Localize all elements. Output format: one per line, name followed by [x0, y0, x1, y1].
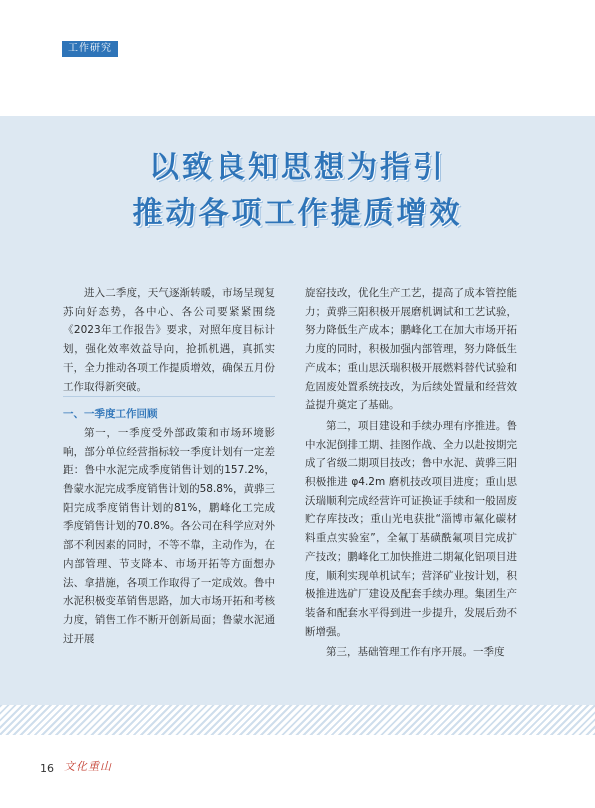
article-title-line1: 以致良知思想为指引 [149, 150, 446, 185]
body-paragraph: 第二，项目建设和手续办理有序推进。鲁中水泥倒排工期、挂图作战、全力以赴按期完成了省级二期项目技改；鲁中水泥、黄骅三阳积极推进 φ4.2m 磨机技改项目进度；重山思沃瑞顺利完成经营许可证换证手续和一般固废贮存库技改；重山光电获批“淄博市氟化碳材料重点实验室”，全氟丁基磺酰氟项目完成扩产技改；鹏峰化工加快推进二期氟化铝项目进度，顺利实现单机试车；营泽矿业按计划，积极推进选矿厂建设及配套手续办理。集团生产装备和配套水平得到进一步提升，发展后劲不断增强。 [305, 419, 517, 638]
right-column [305, 284, 517, 662]
body-paragraph: 第三，基础管理工作有序开展。一季度 [326, 646, 505, 659]
section-tag: 工作研究 [62, 41, 118, 57]
left-column [63, 284, 275, 648]
section-subheading: 一、一季度工作回顾 [63, 396, 275, 424]
magazine-brand-logo: 文化重山 [64, 760, 112, 773]
article-title-line2: 推动各项工作提质增效 [132, 196, 463, 231]
body-paragraph: 旋窑技改，优化生产工艺，提高了成本管控能力；黄骅三阳积极开展磨机调试和工艺试验，努力降低生产成本；鹏峰化工在加大市场开拓力度的同时，积极加强内部管理，努力降低生产成本；重山思沃瑞积极开展燃料替代试验和危固废处置系统技改，为后续处置量和经营效益提升奠定了基础。 [305, 287, 517, 412]
body-paragraph: 第一，一季度受外部政策和市场环境影响，部分单位经营指标较一季度计划有一定差距：鲁中水泥完成季度销售计划的157.2%，鲁蒙水泥完成季度销售计划的58.8%，黄骅三阳完成季度销售计划的81%，鹏峰化工完成季度销售计划的70.8%。各公司在科学应对外部不利因素的同时，不等不靠，主动作为，在内部管理、节支降本、市场开拓等方面想办法、拿措施，各项工作取得了一定成效。鲁中水泥积极变革销售思路，加大市场开拓和考核力度，销售工作不断开创新局面；鲁蒙水泥通过开展 [63, 426, 275, 645]
intro-paragraph: 进入二季度，天气逐渐转暖，市场呈现复苏向好态势，各中心、各公司要紧紧围绕《2023年工作报告》要求，对照年度目标计划，强化效率效益导向，抢抓机遇，真抓实干，全力推动各项工作提质增效，确保五月份工作取得新突破。 [63, 287, 275, 393]
page-number: 16 [40, 762, 54, 775]
decorative-hatch-band [0, 705, 595, 735]
